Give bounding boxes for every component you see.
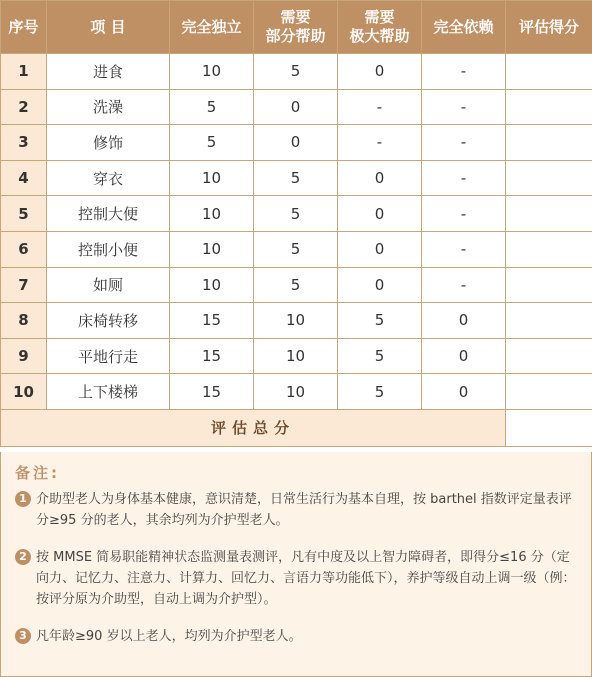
assessment-score[interactable]	[506, 374, 592, 410]
score-major-help: 0	[338, 267, 422, 303]
score-dependent: -	[422, 125, 506, 161]
assessment-score[interactable]	[506, 303, 592, 339]
total-label: 评估总分	[1, 409, 506, 446]
score-dependent: 0	[422, 374, 506, 410]
row-number: 10	[1, 374, 47, 410]
score-dependent: -	[422, 54, 506, 90]
column-header	[254, 1, 338, 54]
score-independent: 15	[170, 338, 254, 374]
score-dependent: 0	[422, 338, 506, 374]
row-number: 5	[1, 196, 47, 232]
score-partial-help: 10	[254, 374, 338, 410]
row-number: 6	[1, 231, 47, 267]
score-independent: 5	[170, 125, 254, 161]
item-name: 控制小便	[47, 231, 170, 267]
assessment-score[interactable]	[506, 267, 592, 303]
row-number: 1	[1, 54, 47, 90]
score-independent: 10	[170, 54, 254, 90]
column-header-line1: 完全依赖	[433, 17, 494, 36]
column-header-line1: 项 目	[90, 17, 126, 36]
column-header	[422, 1, 506, 54]
score-partial-help: 5	[254, 231, 338, 267]
score-major-help: 5	[338, 374, 422, 410]
note-item	[15, 489, 581, 531]
row-number: 4	[1, 160, 47, 196]
score-partial-help: 0	[254, 125, 338, 161]
row-number: 8	[1, 303, 47, 339]
note-text: 按 MMSE 简易职能精神状态监测量表测评，凡有中度及以上智力障碍者，即得分≤16 分（定向力、记忆力、注意力、计算力、回忆力、言语力等功能低下），养护等级自动上调一级（例：按评分原为介助型，自动上调为介护型）。	[36, 550, 576, 607]
score-dependent: -	[422, 89, 506, 125]
note-number-badge: 1	[15, 491, 31, 507]
item-name: 如厕	[47, 267, 170, 303]
score-dependent: -	[422, 231, 506, 267]
column-header-line1: 需要	[364, 8, 395, 26]
item-name: 上下楼梯	[47, 374, 170, 410]
note-text: 凡年龄≥90 岁以上老人，均列为介护型老人。	[36, 629, 302, 644]
note-text: 介助型老人为身体基本健康，意识清楚，日常生活行为基本自理，按 barthel 指数评定量表评分≥95 分的老人，其余均列为介护型老人。	[36, 492, 572, 528]
table-body	[1, 54, 592, 447]
score-major-help: 0	[338, 196, 422, 232]
column-header-line1: 完全独立	[181, 17, 242, 36]
column-header	[1, 1, 47, 54]
total-score-cell[interactable]	[506, 409, 592, 446]
score-partial-help: 10	[254, 303, 338, 339]
score-independent: 10	[170, 231, 254, 267]
note-number-badge: 2	[15, 549, 31, 565]
column-header	[47, 1, 170, 54]
assessment-score[interactable]	[506, 54, 592, 90]
item-name: 洗澡	[47, 89, 170, 125]
score-major-help: 0	[338, 160, 422, 196]
table-row	[1, 89, 592, 125]
score-dependent: -	[422, 267, 506, 303]
assessment-score[interactable]	[506, 338, 592, 374]
table-row	[1, 54, 592, 90]
score-independent: 15	[170, 374, 254, 410]
item-name: 穿衣	[47, 160, 170, 196]
item-name: 平地行走	[47, 338, 170, 374]
column-header-line2: 极大帮助	[349, 27, 410, 45]
table-row	[1, 231, 592, 267]
item-name: 床椅转移	[47, 303, 170, 339]
score-major-help: -	[338, 89, 422, 125]
score-independent: 5	[170, 89, 254, 125]
score-dependent: -	[422, 160, 506, 196]
score-major-help: 0	[338, 54, 422, 90]
table-row	[1, 160, 592, 196]
score-independent: 15	[170, 303, 254, 339]
score-major-help: 5	[338, 303, 422, 339]
row-number: 7	[1, 267, 47, 303]
notes-title: 备注:	[15, 464, 60, 482]
score-partial-help: 5	[254, 196, 338, 232]
notes-section	[0, 452, 592, 677]
score-partial-help: 5	[254, 267, 338, 303]
score-partial-help: 5	[254, 54, 338, 90]
table-row	[1, 196, 592, 232]
score-partial-help: 10	[254, 338, 338, 374]
item-name: 修饰	[47, 125, 170, 161]
assessment-score[interactable]	[506, 196, 592, 232]
score-partial-help: 5	[254, 160, 338, 196]
score-independent: 10	[170, 160, 254, 196]
assessment-score[interactable]	[506, 231, 592, 267]
column-header-line1: 需要	[280, 8, 311, 26]
score-major-help: 5	[338, 338, 422, 374]
column-header	[170, 1, 254, 54]
column-header-line1: 序号	[8, 17, 39, 36]
column-header	[506, 1, 592, 54]
table-row	[1, 374, 592, 410]
assessment-score[interactable]	[506, 125, 592, 161]
column-header-line1: 评估得分	[518, 17, 579, 36]
table-row	[1, 338, 592, 374]
assessment-score[interactable]	[506, 89, 592, 125]
score-major-help: -	[338, 125, 422, 161]
notes-list	[15, 489, 581, 647]
column-header	[338, 1, 422, 54]
score-independent: 10	[170, 196, 254, 232]
total-row	[1, 409, 592, 446]
table-row	[1, 125, 592, 161]
note-number-badge: 3	[15, 628, 31, 644]
table-row	[1, 303, 592, 339]
header-row	[1, 1, 592, 54]
item-name: 进食	[47, 54, 170, 90]
score-dependent: -	[422, 196, 506, 232]
score-independent: 10	[170, 267, 254, 303]
column-header-line2: 部分帮助	[265, 27, 326, 45]
assessment-score[interactable]	[506, 160, 592, 196]
note-item	[15, 626, 581, 647]
score-major-help: 0	[338, 231, 422, 267]
row-number: 3	[1, 125, 47, 161]
table-row	[1, 267, 592, 303]
note-item	[15, 547, 581, 610]
row-number: 9	[1, 338, 47, 374]
row-number: 2	[1, 89, 47, 125]
score-dependent: 0	[422, 303, 506, 339]
score-partial-help: 0	[254, 89, 338, 125]
item-name: 控制大便	[47, 196, 170, 232]
